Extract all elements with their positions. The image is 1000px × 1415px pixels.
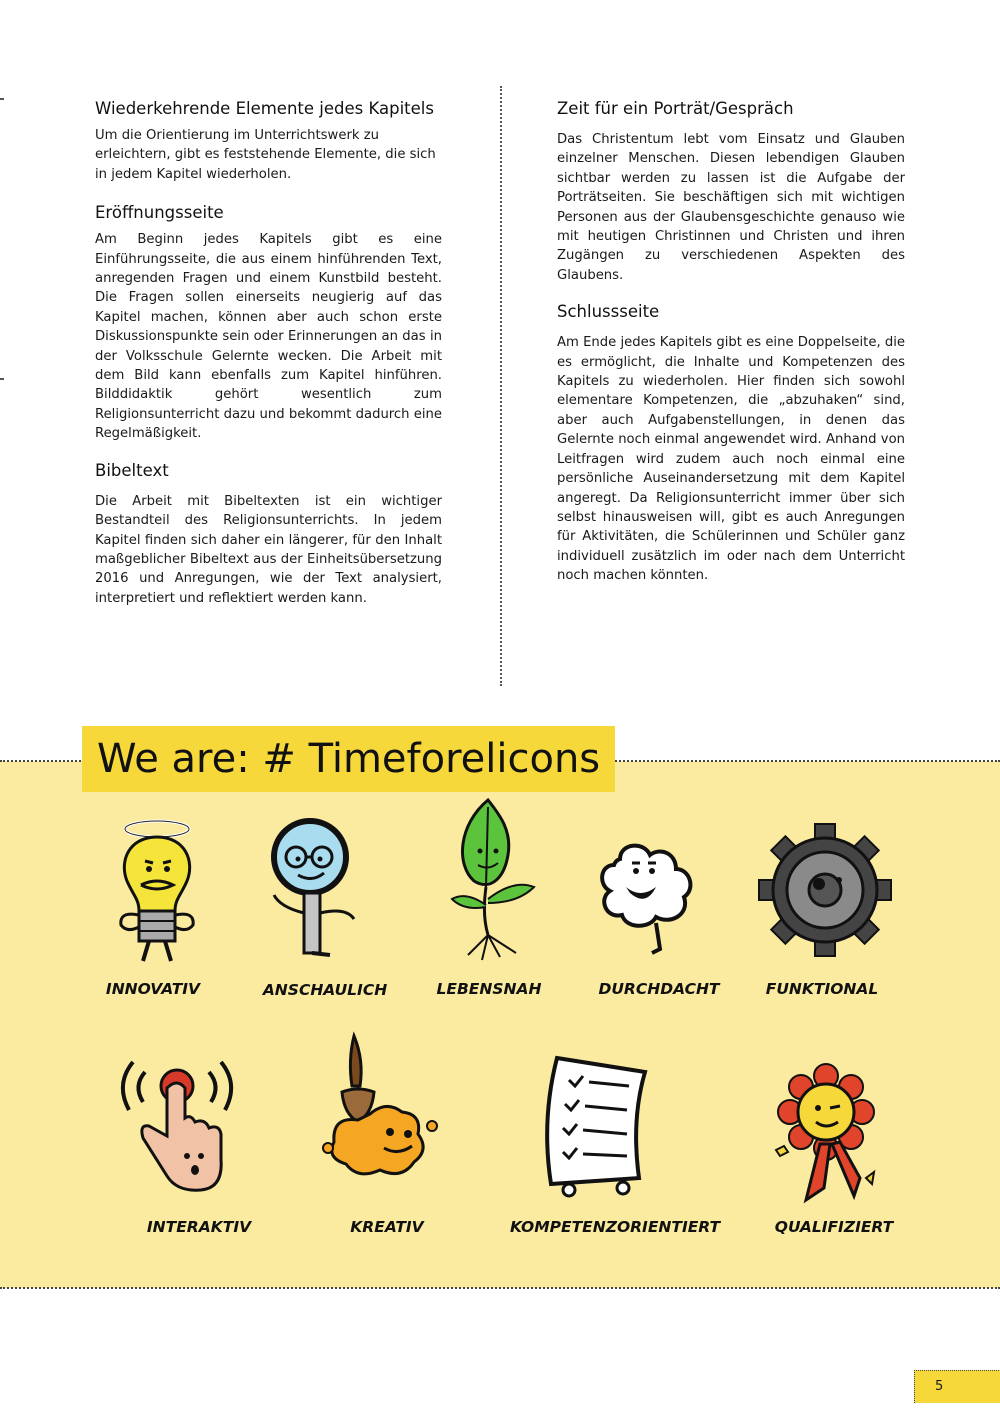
section-body-portrait: Das Christentum lebt vom Einsatz und Glauben einzelner Menschen. Diesen lebendigen Glauben sichtbar werden zu lassen ist die Aufgabe der Porträtseiten. Sie beschäftigen sich mit wichtigen Personen aus der Glaubensgeschichte genauso wie mit heutigen Christinnen und Christen und ihren Zugängen zu verschiedenen Aspekten des Glaubens. bbox=[557, 132, 905, 283]
page-number: 5 bbox=[914, 1370, 1000, 1403]
icon-label-lebensnah: LEBENSNAH bbox=[436, 980, 542, 998]
left-column bbox=[95, 98, 442, 622]
section-body-intro: Um die Orientierung im Unterrichtswerk zu erleichtern, gibt es feststehende Elemente, die sich in jedem Kapitel wiederholen. bbox=[95, 128, 436, 182]
lightbulb-icon bbox=[105, 815, 205, 965]
section-body-opening: Am Beginn jedes Kapitels gibt es eine Einführungsseite, die aus einem hinführenden Text, anregenden Fragen und einem Kunstbild besteht. Die Fragen sollen einerseits neugierig auf das Kapitel machen, können aber auch schon erste Diskussionspunkte sein oder Erinnerungen an das in der Volksschule Gelernte wecken. Die Arbeit mit dem Bild kann ebenfalls zum Kapitel hinführen. Bilddidaktik gehört wesentlich zum Religionsunterricht dazu und bekommt dadurch eine Regelmäßigkeit. bbox=[95, 232, 442, 442]
section-heading-closing: Schlussseite bbox=[557, 302, 660, 322]
rosette-icon bbox=[770, 1060, 890, 1210]
leaf-icon bbox=[438, 795, 548, 965]
icon-label-kreativ: KREATIV bbox=[350, 1218, 424, 1236]
cloud-icon bbox=[590, 825, 700, 965]
icon-label-kompetenzorientiert: KOMPETENZORIENTIERT bbox=[510, 1218, 721, 1236]
section-heading-portrait: Zeit für ein Porträt/Gespräch bbox=[557, 99, 794, 118]
crop-mark bbox=[0, 378, 4, 380]
section-body-closing: Am Ende jedes Kapitels gibt es eine Doppelseite, die es ermöglicht, die Inhalte und Kompetenzen des Kapitels zu wiederholen. Hier finden sich sowohl elementare Kompetenzen, die „abzuhaken“ sind, aber auch Aufgabenstellungen, in denen das Gelernte noch einmal angewendet wird. Anhand von Leitfragen wird zudem auch noch einmal eine persönliche Auseinandersetzung mit dem Kapitel angeregt. Da Religionsunterricht immer über sich selbst hinausweisen will, gibt es auch Anregungen für Aktivitäten, die Schülerinnen und Schüler ganz individuell zusätzlich im oder nach dem Unterricht noch machen könnten. bbox=[557, 335, 905, 584]
icon-label-qualifiziert: QUALIFIZIERT bbox=[774, 1218, 894, 1236]
magnifier-icon bbox=[260, 815, 370, 965]
gear-icon bbox=[755, 820, 895, 960]
band-bottom-border bbox=[0, 1287, 1000, 1289]
section-body-bible: Die Arbeit mit Bibeltexten ist ein wichtiger Bestandteil des Religionsunterrichts. In jedem Kapitel finden sich daher ein längerer, für den Inhalt maßgeblicher Bibeltext aus der Einheitsübersetzung 2016 und Anregungen, wie der Text analysiert, interpretiert und reflektiert werden kann. bbox=[95, 493, 442, 606]
right-column bbox=[557, 98, 905, 600]
crop-mark bbox=[0, 98, 4, 100]
icon-label-anschaulich: ANSCHAULICH bbox=[262, 981, 388, 999]
banner-title: We are: # Timeforelicons bbox=[82, 726, 615, 792]
section-heading-bible: Bibeltext bbox=[95, 460, 169, 480]
icon-label-durchdacht: DURCHDACHT bbox=[598, 980, 720, 998]
icon-label-funktional: FUNKTIONAL bbox=[765, 980, 879, 998]
column-divider bbox=[500, 86, 502, 686]
section-heading-opening: Eröffnungsseite bbox=[95, 203, 224, 223]
checklist-icon bbox=[535, 1050, 665, 1200]
section-heading-intro: Wiederkehrende Elemente jedes Kapitels bbox=[95, 99, 434, 118]
icon-label-innovativ: INNOVATIV bbox=[105, 980, 201, 998]
paint-splash-icon bbox=[318, 1030, 448, 1200]
icon-label-interaktiv: INTERAKTIV bbox=[146, 1218, 252, 1236]
pointing-hand-icon bbox=[105, 1048, 250, 1198]
